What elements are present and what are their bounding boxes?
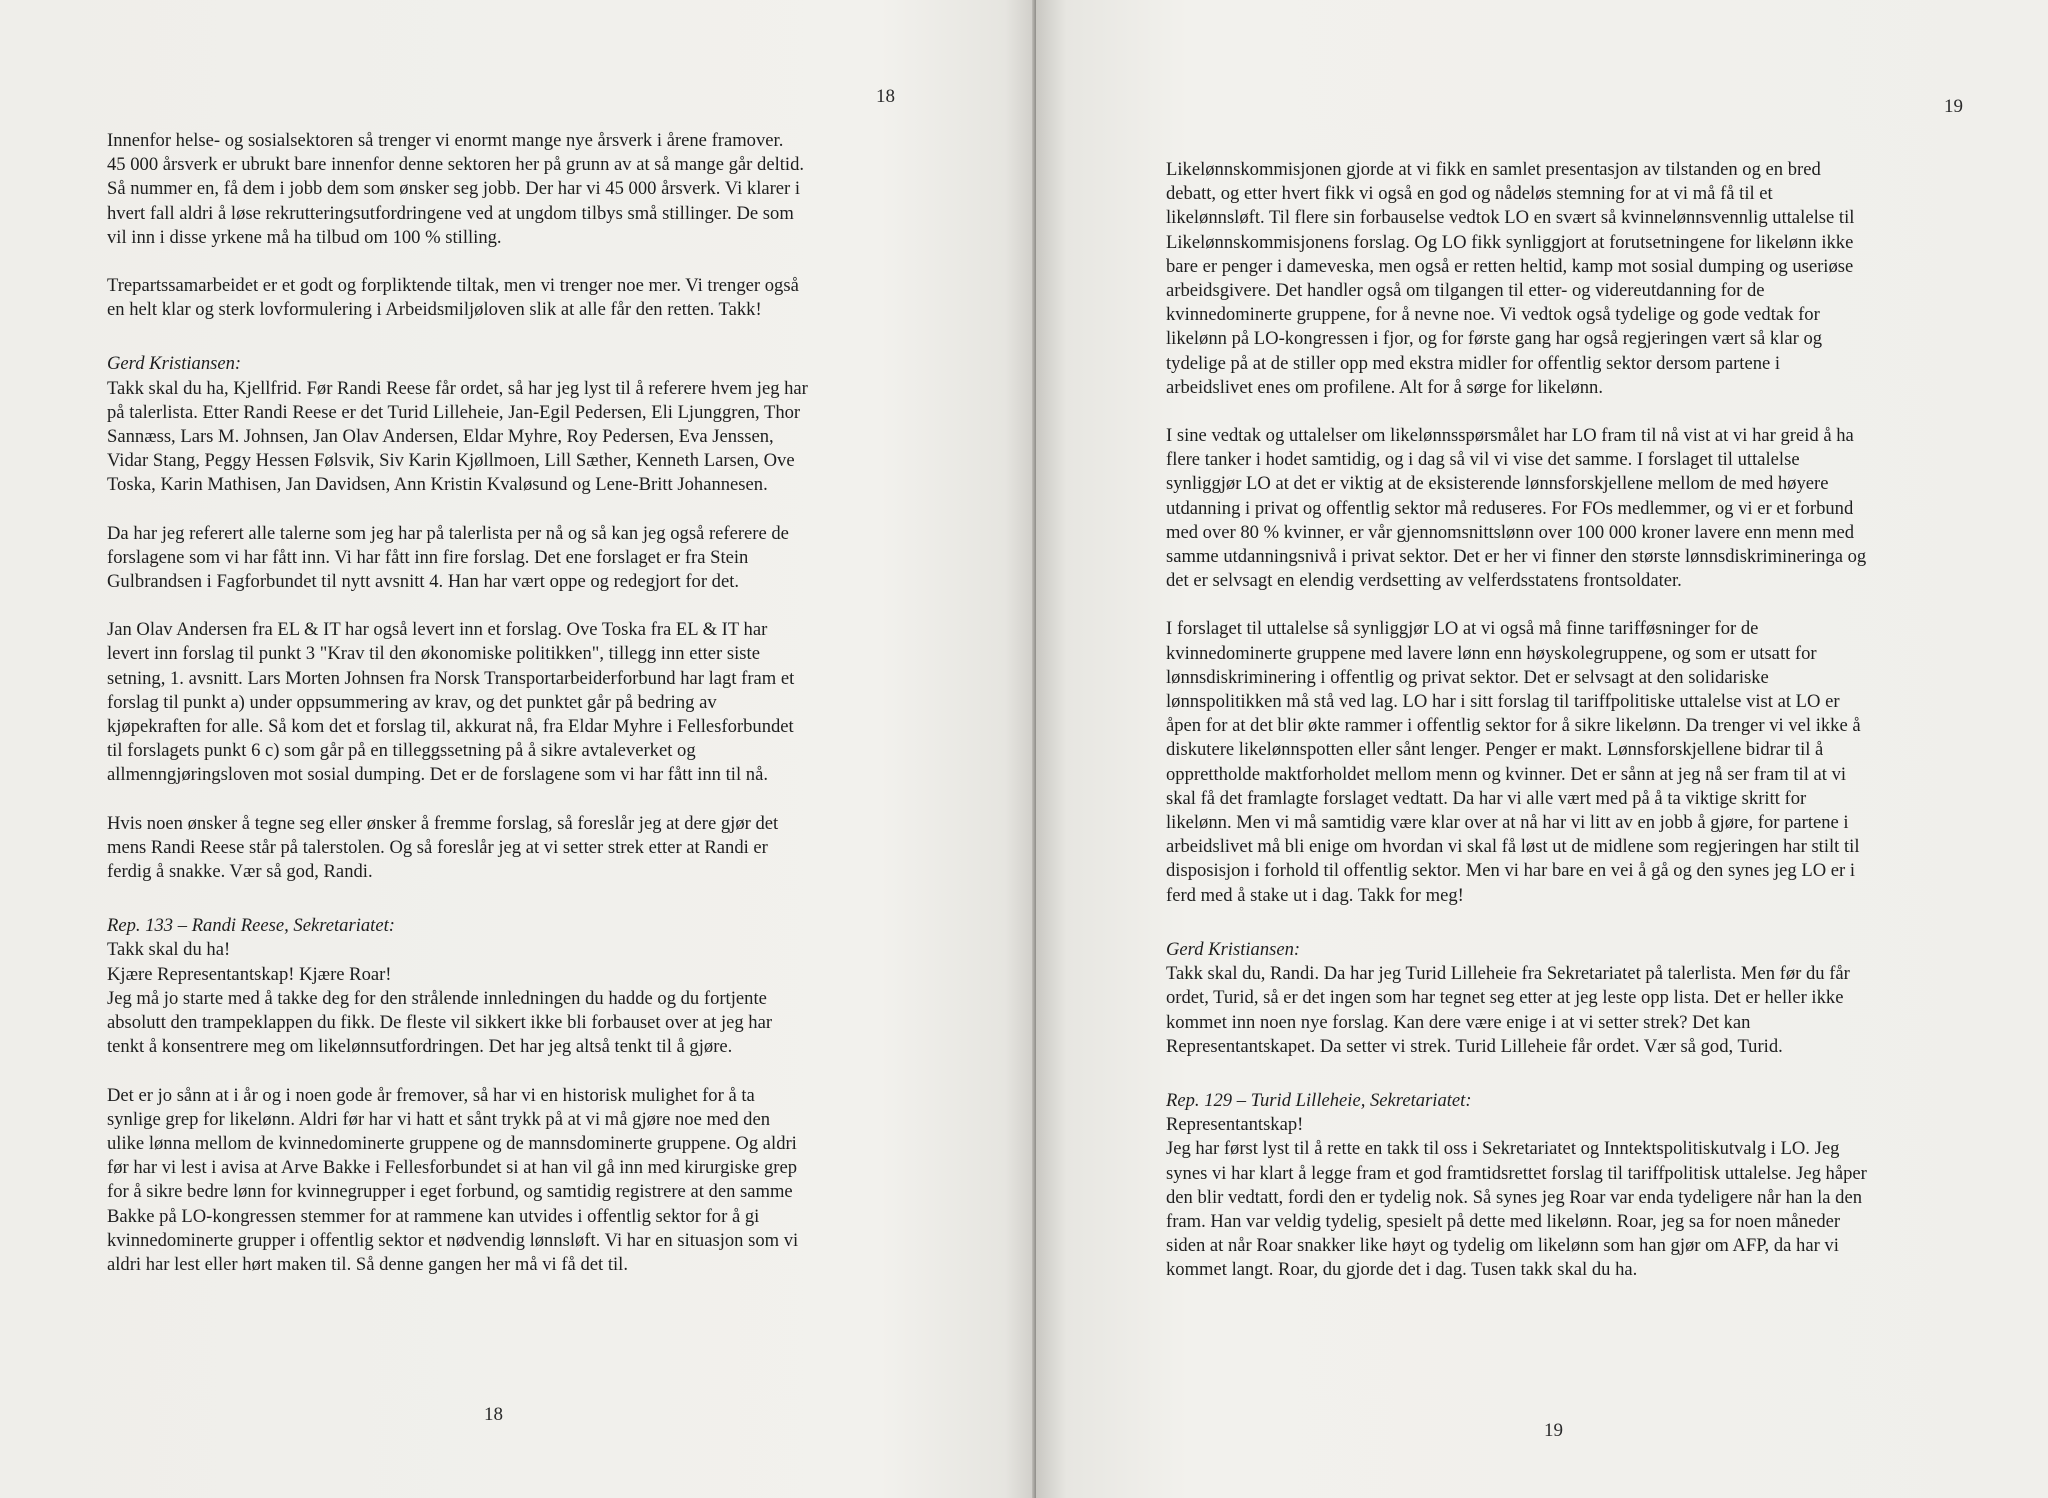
paragraph [107,1084,887,1278]
text-line: tydelige på at de stiller opp med ekstra midler for offentlig sektor dersom partene i [1166,352,1781,374]
text-line: 45 000 årsverk er ubrukt bare innenfor denne sektoren her på grunn av at så mange går deltid. [107,154,805,176]
text-line: Representantskapet. Da setter vi strek. Turid Lilleheie får ordet. Vær så god, Turid. [1166,1035,1783,1057]
text-line: Innenfor helse- og sosialsektoren så trenger vi enormt mange nye årsverk i årene framover. [107,130,784,151]
text-line: Hvis noen ønsker å tegne seg eller ønsker å fremme forslag, så foreslår jeg at dere gjør det [107,812,779,834]
text-line: arbeidslivet enes om profilene. Alt for å sørge for likelønn. [1166,376,1604,398]
speaker-heading: Rep. 133 – Randi Reese, Sekretariatet: [107,915,395,937]
paragraph [107,812,887,885]
paragraph [1166,158,1976,400]
text-line: Takk skal du ha! [107,939,231,961]
text-line: I sine vedtak og uttalelser om likelønnsspørsmålet har LO fram til nå vist at vi har greid å ha [1166,425,1854,447]
text-line: arbeidslivet må bli enige om hvordan vi skal få løst ut de midlene som regjeringen har stilt til [1166,836,1860,858]
text-line: aldri har lest eller hørt maken til. Så denne gangen her må vi få det til. [107,1253,628,1275]
paragraph [107,618,887,787]
speaker-heading: Gerd Kristiansen: [1166,938,1301,960]
text-line: bare er penger i dameveska, men også er retten heltid, kamp mot sosial dumping og useriøse [1166,255,1854,277]
text-line: Trepartssamarbeidet er et godt og forpliktende tiltak, men vi trenger noe mer. Vi trenger også [107,275,799,297]
text-line: en helt klar og sterk lovformulering i Arbeidsmiljøloven slik at alle får den retten. Takk! [107,299,762,321]
page-number-top: 19 [1944,96,1963,117]
text-line: likelønn. Men vi må samtidig være klar over at nå har vi litt av en jobb å gjøre, for partene i [1166,812,1849,834]
text-line: hvert fall aldri å løse rekrutteringsutfordringene ved at ungdom tilbys små stillinger. De som [107,202,794,224]
left-page-text [107,129,887,1301]
text-line: Det er jo sånn at i år og i noen gode år fremover, så har vi en historisk mulighet for å ta [107,1084,755,1106]
text-line: flere tanker i hodet samtidig, og i dag så vil vi vise det samme. I forslaget til uttalelse [1166,449,1800,471]
text-line: skal få det framlagte forslaget vedtatt. Da har vi alle vært med på å ta viktige skritt for [1166,787,1807,809]
text-line: mens Randi Reese står på talerstolen. Og så foreslår jeg at vi setter strek etter at Randi er [107,836,768,858]
text-line: den blir vedtatt, fordi den er tydelig nok. Så synes jeg Roar var enda tydeligere når han la den [1166,1186,1863,1208]
paragraph [107,522,887,595]
paragraph [1166,617,1976,907]
text-line: forslag til punkt a) under oppsummering av krav, og det punktet går på bedring av [107,691,717,713]
text-line: Bakke på LO-kongressen stemmer for at rammene kan utvides i offentlig sektor for å gi [107,1205,760,1227]
text-line: Kjære Representantskap! Kjære Roar! [107,963,392,985]
text-line: Jeg må jo starte med å takke deg for den strålende innledningen du hadde og du fortjente [107,987,767,1009]
text-line: vil inn i disse yrkene må ha tilbud om 100 % stilling. [107,226,502,248]
text-line: levert inn forslag til punkt 3 "Krav til den økonomiske politikken", tillegg inn etter siste [107,643,760,665]
text-line: siden at når Roar snakker like høyt og tydelig om likelønn som han gjør om AFP, da har vi [1166,1235,1839,1257]
text-line: kommet inn noen nye forslag. Kan dere være enige i at vi setter strek? Det kan [1166,1011,1751,1033]
paragraph [107,274,887,322]
paragraph [107,352,887,497]
text-line: disposisjon i forhold til offentlig sektor. Men vi har bare en vei å gå og den synes jeg LO er i [1166,860,1856,882]
text-line: diskutere likelønnspotten eller sånt lenger. Penger er makt. Lønnsforskjellene bidrar til å [1166,739,1824,761]
text-line: ferd med å stake ut i dag. Takk for meg! [1166,884,1464,906]
text-line: forslagene som vi har fått inn. Vi har fått inn fire forslag. Det ene forslaget er fra Stein [107,546,749,568]
paragraph [107,129,887,250]
text-line: Representantskap! [1166,1114,1304,1136]
text-line: Takk skal du, Randi. Da har jeg Turid Lilleheie fra Sekretariatet på talerlista. Men før du får [1166,963,1850,985]
text-line: synes vi har klart å legge fram et god framtidsrettet forslag til tariffpolitisk uttalelse. Jeg håper [1166,1162,1867,1184]
text-line: debatt, og etter hvert fikk vi også en god og nådeløs stemning for at vi må få til et [1166,183,1773,205]
text-line: for å sikre bedre lønn for kvinnegrupper i eget forbund, og samtidig registrere at den samme [107,1181,793,1203]
right-page-text [1166,158,1976,1307]
paragraph [1166,1089,1976,1283]
text-line: I forslaget til uttalelse så synliggjør LO at vi også må finne tarifføsninger for de [1166,618,1759,640]
page-number-top: 18 [876,86,895,107]
text-line: arbeidsgivere. Det handler også om tilgangen til etter- og videreutdanning for de [1166,280,1765,302]
text-line: Jan Olav Andersen fra EL & IT har også levert inn et forslag. Ove Toska fra EL & IT har [107,619,768,641]
text-line: likelønn på LO-kongressen i fjor, og for første gang har også regjeringen vært så klar og [1166,328,1823,350]
text-line: opprettholde maktforholdet mellom menn og kvinner. Det er sånn at jeg nå ser fram til at vi [1166,763,1847,785]
speaker-heading: Rep. 129 – Turid Lilleheie, Sekretariatet: [1166,1089,1472,1111]
text-line: på talerlista. Etter Randi Reese er det Turid Lilleheie, Jan-Egil Pedersen, Eli Ljunggren, Thor [107,401,801,423]
page-number-bottom: 19 [1544,1420,1563,1441]
text-line: utdanning i privat og offentlig sektor må reduseres. For FOs medlemmer, og vi er et forbund [1166,497,1854,519]
text-line: kjøpekraften for alle. Så kom det et forslag til, akkurat nå, fra Eldar Myhre i Fellesforbundet [107,716,794,738]
text-line: lønnsdiskriminering i offentlig og privat sektor. Det er selvsagt at den solidariske [1166,666,1769,688]
text-line: kvinnedominerte gruppene med lavere lønn enn høyskolegruppene, og som er utsatt for [1166,642,1817,664]
text-line: samme utdanningsnivå i privat sektor. Det er her vi finner den største lønnsdiskrimineringa og [1166,546,1867,568]
text-line: Så nummer en, få dem i jobb dem som ønsker seg jobb. Der har vi 45 000 årsverk. Vi klarer i [107,178,801,200]
text-line: ferdig å snakke. Vær så god, Randi. [107,861,373,883]
text-line: før har vi lest i avisa at Arve Bakke i Fellesforbundet si at han vil gå inn med kirurgiske grep [107,1157,798,1179]
text-line: Takk skal du ha, Kjellfrid. Før Randi Reese får ordet, så har jeg lyst til å referere hvem jeg har [107,377,808,399]
text-line: Gulbrandsen i Fagforbundet til nytt avsnitt 4. Han har vært oppe og redegjort for det. [107,571,740,593]
paragraph [107,914,887,1059]
text-line: allmenngjøringsloven mot sosial dumping. Det er de forslagene som vi har fått inn til nå. [107,764,768,786]
text-line: Toska, Karin Mathisen, Jan Davidsen, Ann Kristin Kvaløsund og Lene-Britt Johannesen. [107,474,768,496]
text-line: setning, 1. avsnitt. Lars Morten Johnsen fra Norsk Transportarbeiderforbund har lagt fram et [107,667,795,689]
paragraph [1166,424,1976,593]
text-line: Jeg har først lyst til å rette en takk til oss i Sekretariatet og Inntektspolitiskutvalg i LO. Jeg [1166,1138,1840,1160]
text-line: det er selvsagt en elendig verdsetting av velferdsstatens frontsoldater. [1166,570,1682,592]
text-line: Da har jeg referert alle talerne som jeg har på talerlista per nå og så kan jeg også referere de [107,522,789,544]
text-line: Vidar Stang, Peggy Hessen Følsvik, Siv Karin Kjøllmoen, Lill Sæther, Kenneth Larsen, Ove [107,450,795,472]
text-line: lønnspolitikken må stå ved lag. LO har i sitt forslag til tariffpolitiske uttalelse vist at LO er [1166,691,1840,713]
text-line: kvinnedominerte gruppene, for å nevne noe. Vi vedtok også tydelige og gode vedtak for [1166,304,1820,326]
text-line: med over 80 % kvinner, er vår gjennomsnittslønn over 100 000 kroner lavere enn menn med [1166,521,1855,543]
text-line: Likelønnskommisjonens forslag. Og LO fikk synliggjort at forutsetningene for likelønn ikke [1166,231,1854,253]
text-line: ordet, Turid, så er det ingen som har tegnet seg etter at jeg leste opp lista. Det er heller ikke [1166,987,1844,1009]
text-line: absolutt den trampeklappen du fikk. De fleste vil sikkert ikke bli forbauset over at jeg har [107,1012,773,1034]
text-line: ulike lønna mellom de kvinnedominerte gruppene og de mannsdominerte gruppene. Og aldri [107,1132,797,1154]
text-line: Likelønnskommisjonen gjorde at vi fikk en samlet presentasjon av tilstanden og en bred [1166,159,1821,180]
text-line: fram. Han var veldig tydelig, spesielt på dette med likelønn. Roar, jeg sa for noen måneder [1166,1210,1841,1232]
text-line: Sannæss, Lars M. Johnsen, Jan Olav Andersen, Eldar Myhre, Roy Pedersen, Eva Jenssen, [107,426,774,448]
text-line: synlige grep for likelønn. Aldri før har vi hatt et sånt trykk på at vi må gjøre noe med den [107,1108,771,1130]
text-line: kvinnedominerte grupper i offentlig sektor et nødvendig lønnsløft. Vi har en situasjon som vi [107,1229,799,1251]
speaker-heading: Gerd Kristiansen: [107,353,242,375]
text-line: tenkt å konsentrere meg om likelønnsutfordringen. Det har jeg altså tenkt til å gjøre. [107,1036,733,1058]
text-line: åpen for at det blir økte rammer i offentlig sektor for å sikre likelønn. Da trenger vi vel ikke å [1166,715,1861,737]
paragraph [1166,938,1976,1059]
text-line: til forslagets punkt 6 c) som går på en tilleggssetning på å sikre avtaleverket og [107,740,696,762]
page-number-bottom: 18 [484,1404,503,1425]
text-line: kommet langt. Roar, du gjorde det i dag. Tusen takk skal du ha. [1166,1259,1638,1281]
text-line: synliggjør LO at det er viktig at de eksisterende lønnsforskjellene mellom de med høyere [1166,473,1829,495]
right-page [1036,0,2048,1498]
text-line: likelønnsløft. Til flere sin forbauselse vedtok LO en svært så kvinnelønnsvennlig uttalelse til [1166,207,1855,229]
